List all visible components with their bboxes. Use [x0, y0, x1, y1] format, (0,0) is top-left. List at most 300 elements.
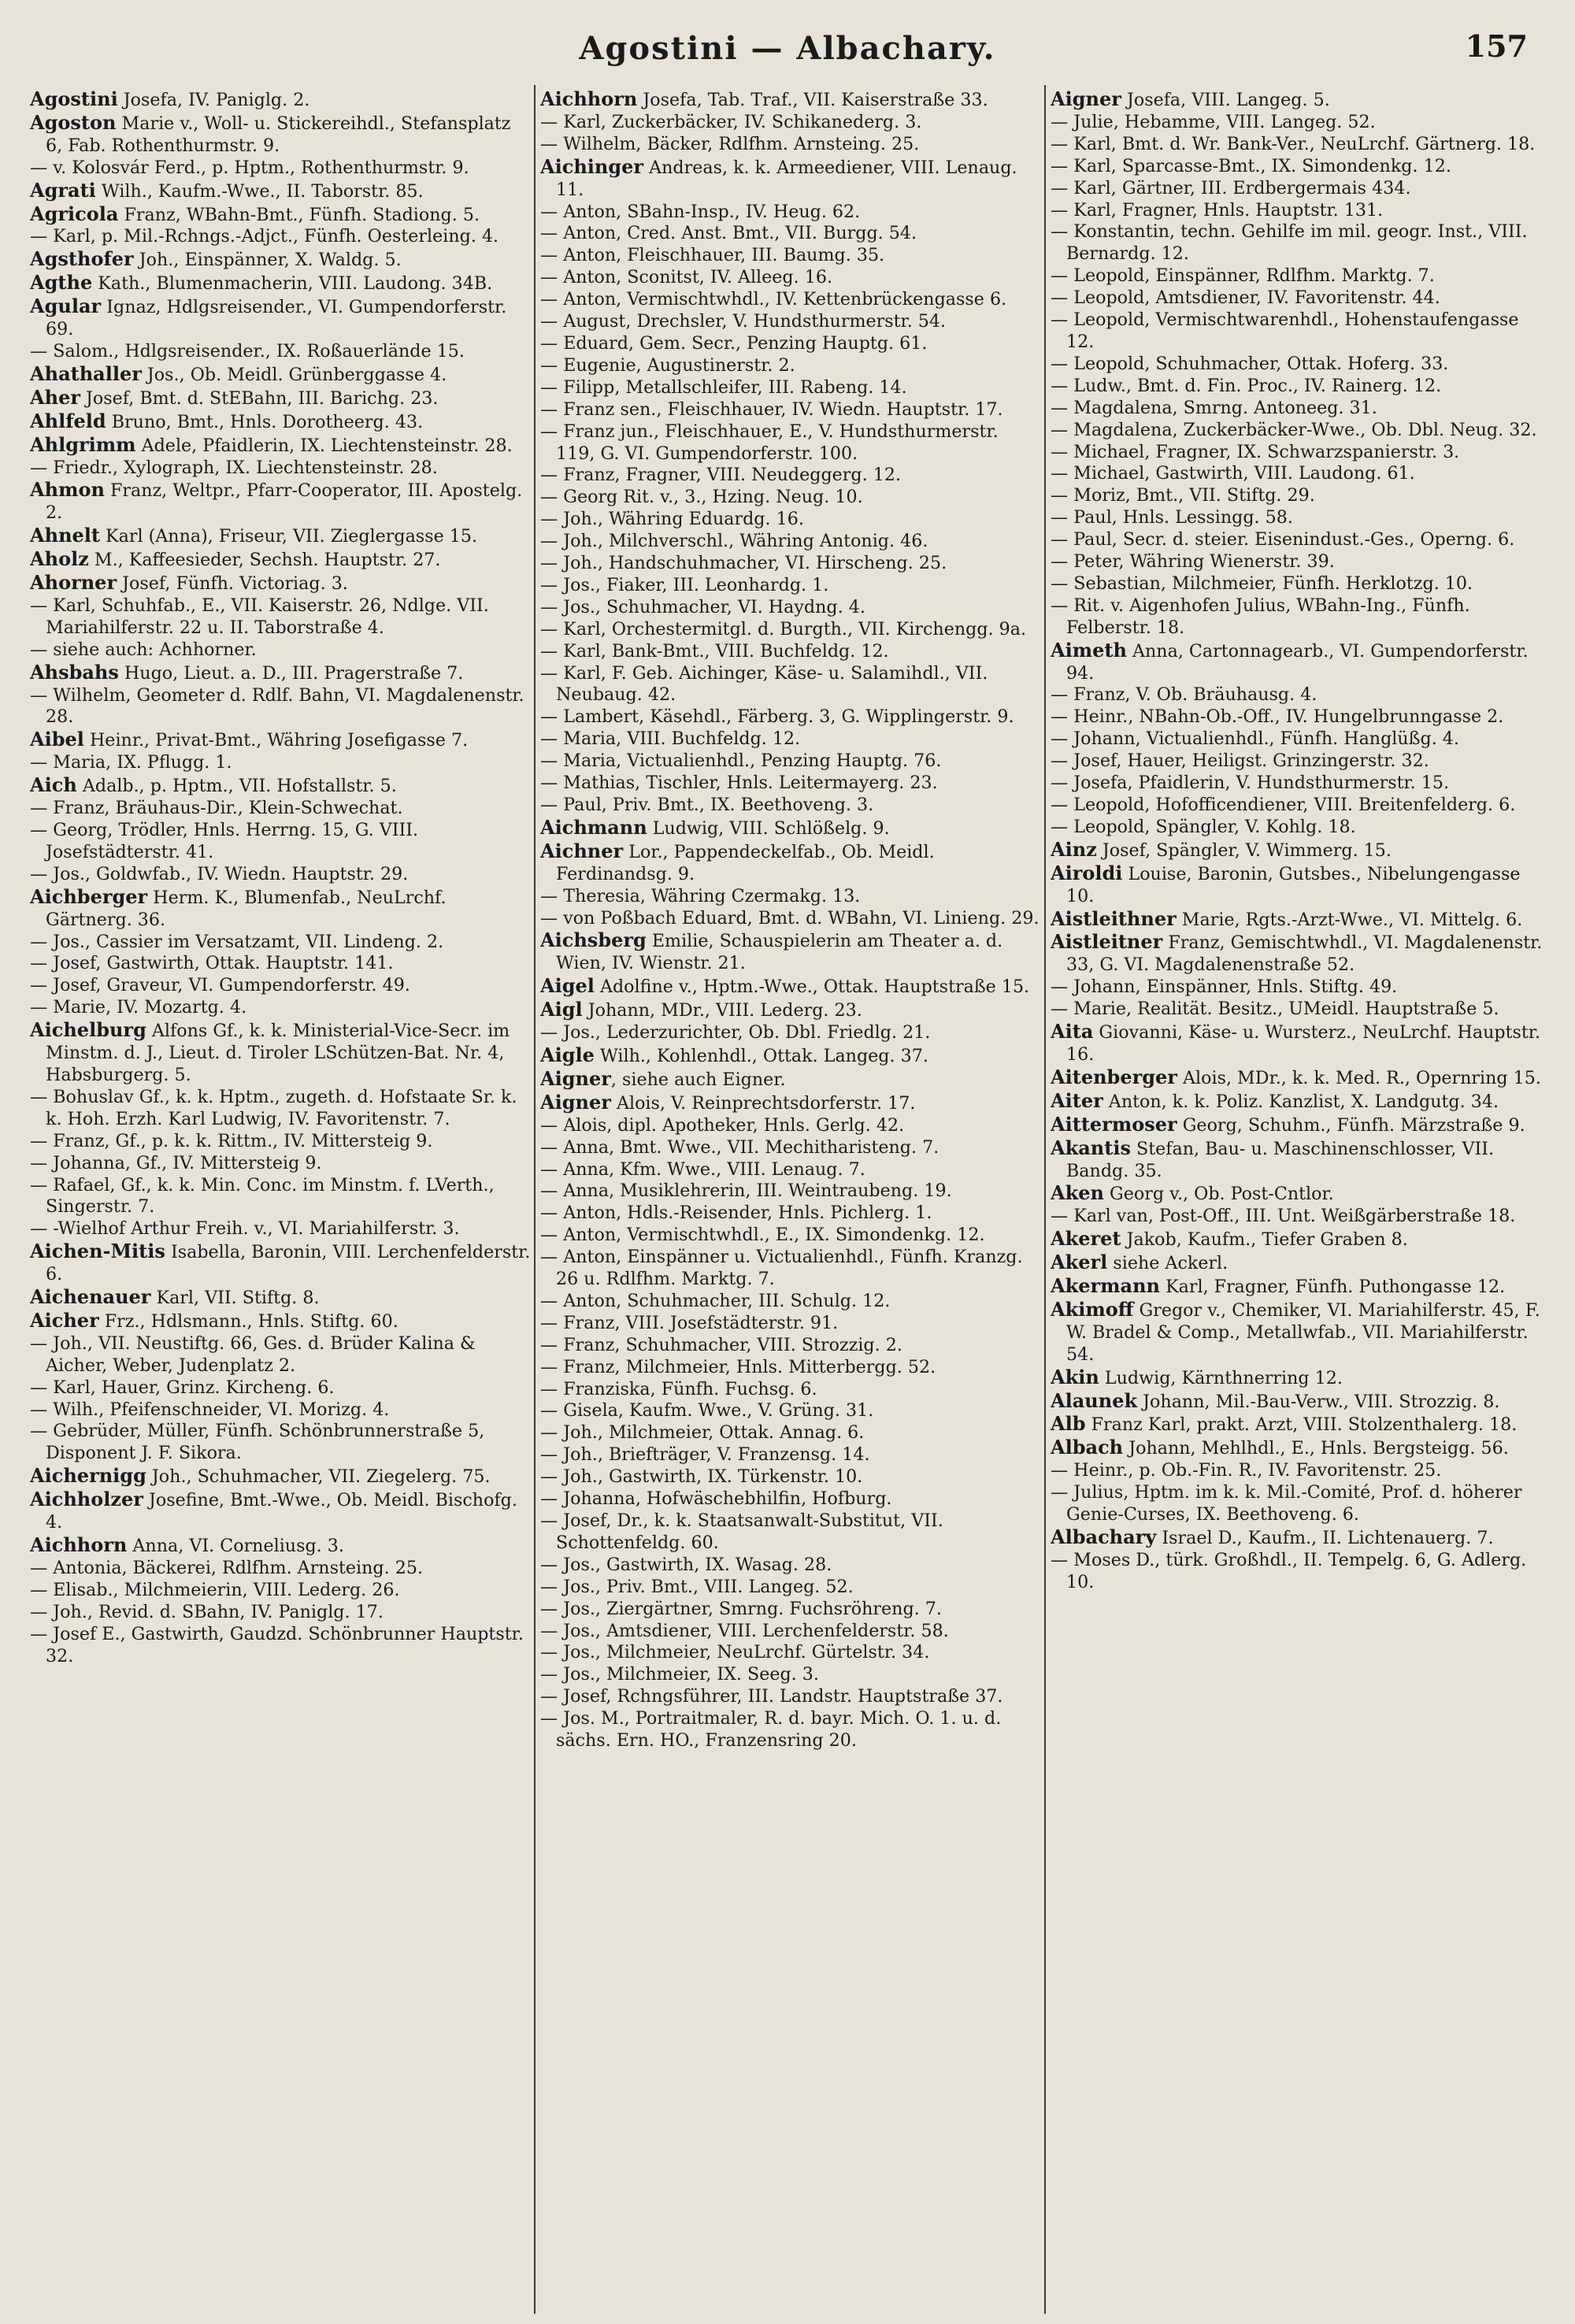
- entry-details: — Peter, Währing Wienerstr. 39.: [1051, 551, 1335, 573]
- entry-surname: Agsthofer: [30, 247, 134, 271]
- entry-details: Johann, MDr., VIII. Lederg. 23.: [582, 1000, 862, 1021]
- entry-surname: Airoldi: [1051, 861, 1123, 884]
- entry-details: — Wilh., Pfeifenschneider, VI. Morizg. 4.: [30, 1399, 390, 1420]
- entry-surname: Aichernigg: [30, 1464, 146, 1488]
- directory-entry: [30, 820, 531, 864]
- entry-details: — Michael, Fragner, IX. Schwarzspanierstr. 3.: [1051, 441, 1460, 462]
- entry-surname: Albach: [1051, 1436, 1124, 1459]
- directory-entry: [1051, 88, 1551, 112]
- entry-details: Josefa, IV. Paniglg. 2.: [117, 90, 310, 110]
- entry-details: — Franziska, Fünfh. Fuchsg. 6.: [540, 1378, 817, 1399]
- directory-entry: [540, 156, 1041, 202]
- directory-entry: [1051, 931, 1551, 977]
- entry-details: — Maria, VIII. Buchfeldg. 12.: [540, 728, 801, 750]
- entry-details: — Joh., Währing Eduardg. 16.: [540, 509, 804, 530]
- directory-entry: [30, 1558, 531, 1580]
- entry-details: Josefa, Tab. Traf., VII. Kaiserstraße 33.: [637, 90, 988, 110]
- entry-details: Josef, Spängler, V. Wimmerg. 15.: [1096, 840, 1392, 861]
- directory-entry: [30, 248, 531, 272]
- directory-entry: [540, 1422, 1041, 1444]
- directory-entry: [540, 88, 1041, 112]
- entry-surname: Aichsberg: [540, 928, 647, 952]
- entry-details: — Paul, Hnls. Lessingg. 58.: [1051, 507, 1293, 528]
- directory-entry: [1051, 1228, 1551, 1251]
- directory-entry: [1051, 1114, 1551, 1137]
- directory-entry: [1051, 1482, 1551, 1526]
- directory-entry: [30, 1624, 531, 1668]
- entry-details: — Bohuslav Gf., k. k. Hptm., zugeth. d. Hofstaate Sr. k. k. Hoh. Erzh. Karl Ludwig, IV. Favoritenstr. 7.: [30, 1086, 517, 1129]
- entry-surname: Ainz: [1051, 837, 1097, 861]
- directory-entry: [1051, 134, 1551, 156]
- entry-surname: Akimoff: [1051, 1297, 1134, 1321]
- entry-details: — Gisela, Kaufm. Wwe., V. Grüng. 31.: [540, 1400, 874, 1421]
- entry-surname: Aigner: [1051, 88, 1121, 110]
- entry-details: — Anton, Fleischhauer, III. Baumg. 35.: [540, 245, 885, 266]
- directory-entry: [540, 817, 1041, 840]
- directory-entry: [540, 202, 1041, 224]
- entry-details: — Elisab., Milchmeierin, VIII. Lederg. 26.: [30, 1579, 400, 1600]
- entry-details: — Franz, Gf., p. k. k. Rittm., IV. Mittersteig 9.: [30, 1130, 433, 1151]
- directory-entry: [30, 112, 531, 158]
- entry-details: — Filipp, Metallschleifer, III. Rabeng. 14.: [540, 376, 907, 398]
- entry-surname: Ahorner: [30, 571, 117, 595]
- entry-details: — Franz, VIII. Josefstädterstr. 91.: [540, 1312, 839, 1333]
- directory-entry: [540, 663, 1041, 707]
- entry-surname: Aher: [30, 385, 80, 409]
- directory-entry: [30, 685, 531, 729]
- directory-entry: [1051, 908, 1551, 932]
- directory-entry: [30, 1399, 531, 1421]
- entry-surname: Aiter: [1051, 1088, 1103, 1112]
- directory-entry: [540, 1510, 1041, 1555]
- directory-entry: [540, 1466, 1041, 1488]
- directory-entry: [540, 1137, 1041, 1159]
- entry-details: Franz, WBahn-Bmt., Fünfh. Stadiong. 5.: [118, 204, 480, 225]
- entry-surname: Ahathaller: [30, 361, 142, 385]
- entry-details: — Jos., Amtsdiener, VIII. Lerchenfelderstr. 58.: [540, 1620, 949, 1641]
- directory-entry: [1051, 773, 1551, 795]
- entry-details: Franz, Weltpr., Pfarr-Cooperator, III. Apostelg. 2.: [46, 480, 523, 524]
- directory-entry: [540, 134, 1041, 156]
- entry-details: — Anton, Sconitst, IV. Alleeg. 16.: [540, 267, 832, 288]
- directory-entry: [1051, 1299, 1551, 1366]
- entry-details: — Franz, Milchmeier, Hnls. Mitterbergg. 52.: [540, 1356, 936, 1377]
- entry-details: — Mathias, Tischler, Hnls. Leitermayerg. 23.: [540, 773, 938, 794]
- directory-entry: [1051, 839, 1551, 862]
- entry-details: — Karl, Sparcasse-Bmt., IX. Simondenkg. 12.: [1051, 155, 1451, 176]
- entry-details: — siehe auch: Achhorner.: [30, 639, 257, 660]
- entry-details: — Lambert, Käsehdl., Färberg. 3, G. Wipplingerstr. 9.: [540, 706, 1014, 728]
- entry-details: — Paul, Priv. Bmt., IX. Beethoveng. 3.: [540, 795, 874, 815]
- directory-entry: [540, 1022, 1041, 1044]
- directory-entry: [30, 1377, 531, 1399]
- entry-details: — Anna, Musiklehrerin, III. Weintraubeng. 19.: [540, 1181, 952, 1202]
- entry-details: — Anton, Hdls.-Reisender, Hnls. Pichlerg. 1.: [540, 1203, 932, 1224]
- entry-surname: Aittermoser: [1051, 1112, 1177, 1136]
- entry-details: — Jos., Milchmeier, NeuLrchf. Gürtelstr. 34.: [540, 1642, 930, 1663]
- directory-entry: [30, 1534, 531, 1558]
- entry-details: — Sebastian, Milchmeier, Fünfh. Herklotzg. 10.: [1051, 573, 1473, 594]
- entry-details: — Anton, Vermischtwhdl., IV. Kettenbrückengasse 6.: [540, 289, 1007, 310]
- directory-entry: [1051, 977, 1551, 999]
- directory-entry: [540, 929, 1041, 975]
- directory-entry: [1051, 751, 1551, 773]
- entry-details: Adalb., p. Hptm., VII. Hofstallstr. 5.: [76, 776, 397, 797]
- entry-details: Ludwig, Kärnthnerring 12.: [1099, 1367, 1343, 1388]
- directory-entry: [540, 509, 1041, 531]
- column-divider: [534, 85, 536, 2314]
- entry-details: Franz, Gemischtwhdl., VI. Magdalenenstr. 33, G. VI. Magdalenenstraße 52.: [1066, 932, 1543, 976]
- entry-surname: Albachary: [1051, 1525, 1157, 1548]
- directory-entry: [540, 751, 1041, 773]
- directory-entry: [540, 886, 1041, 908]
- directory-entry: [540, 1444, 1041, 1466]
- directory-entry: [30, 1488, 531, 1534]
- entry-details: Alois, MDr., k. k. Med. R., Opernring 15.: [1177, 1067, 1541, 1088]
- entry-details: — -Wielhof Arthur Freih. v., VI. Mariahilferstr. 3.: [30, 1218, 460, 1240]
- entry-details: — Joh., Revid. d. SBahn, IV. Paniglg. 17.: [30, 1601, 384, 1622]
- entry-details: — Joh., Handschuhmacher, VI. Hirscheng. 25.: [540, 553, 947, 574]
- directory-entry: [30, 1310, 531, 1333]
- directory-entry: [30, 1421, 531, 1465]
- directory-entry: [540, 465, 1041, 487]
- entry-surname: Agular: [30, 295, 102, 318]
- entry-details: — Joh., Milchverschl., Währing Antonig. 46.: [540, 531, 928, 552]
- entry-details: Georg v., Ob. Post-Cntlor.: [1103, 1184, 1334, 1205]
- page-header: [32, 24, 1544, 79]
- entry-details: — Moriz, Bmt., VII. Stiftg. 29.: [1051, 485, 1315, 506]
- entry-details: — Gebrüder, Müller, Fünfh. Schönbrunnerstraße 5, Disponent J. F. Sikora.: [30, 1421, 485, 1464]
- directory-entry: [540, 1708, 1041, 1752]
- entry-details: — Heinr., p. Ob.-Fin. R., IV. Favoritenstr. 25.: [1051, 1460, 1442, 1481]
- directory-entry: [30, 1602, 531, 1624]
- directory-entry: [30, 886, 531, 932]
- entry-details: — Marie, IV. Mozartg. 4.: [30, 997, 247, 1018]
- directory-entry: [1051, 639, 1551, 685]
- directory-entry: [30, 548, 531, 572]
- entry-details: Karl, Fragner, Fünfh. Puthongasse 12.: [1160, 1277, 1506, 1298]
- entry-details: Emilie, Schauspielerin am Theater a. d. Wien, IV. Wienstr. 21.: [556, 931, 1003, 974]
- entry-surname: Agostini: [30, 88, 118, 110]
- entry-details: — Karl, Fragner, Hnls. Hauptstr. 131.: [1051, 199, 1384, 221]
- entry-details: — Magdalena, Smrng. Antoneeg. 31.: [1051, 397, 1377, 418]
- directory-entry: [30, 1019, 531, 1087]
- directory-entry: [30, 479, 531, 524]
- directory-entry: [30, 864, 531, 886]
- directory-entry: [30, 997, 531, 1019]
- entry-details: — Leopold, Spängler, V. Kohlg. 18.: [1051, 816, 1356, 837]
- entry-surname: Ahnelt: [30, 524, 100, 547]
- directory-entry: [540, 1599, 1041, 1621]
- directory-entry: [540, 311, 1041, 333]
- entry-details: — Joh., Gastwirth, IX. Türkenstr. 10.: [540, 1466, 863, 1488]
- entry-details: Isabella, Baronin, VIII. Lerchenfelderstr. 6.: [46, 1242, 531, 1285]
- entry-details: — Josef E., Gastwirth, Gaudzd. Schönbrunner Hauptstr. 32.: [30, 1623, 524, 1666]
- directory-entry: [1051, 728, 1551, 751]
- entry-surname: Agthe: [30, 271, 93, 295]
- directory-entry: [1051, 221, 1551, 265]
- entry-surname: Akantis: [1051, 1136, 1131, 1159]
- directory-entry: [540, 773, 1041, 795]
- directory-entry: [1051, 817, 1551, 839]
- page-number: 157: [1465, 28, 1528, 64]
- directory-entry: [540, 975, 1041, 999]
- directory-entry: [30, 1175, 531, 1219]
- directory-entry: [540, 333, 1041, 355]
- entry-surname: Ahsbahs: [30, 660, 119, 684]
- directory-entry: [1051, 112, 1551, 134]
- directory-entry: [540, 531, 1041, 553]
- running-head: Agostini — Albachary.: [579, 30, 996, 67]
- column-right: [1051, 88, 1551, 2309]
- directory-entry: [30, 975, 531, 997]
- directory-entry: [540, 619, 1041, 641]
- entry-details: — Karl, F. Geb. Aichinger, Käse- u. Salamihdl., VII. Neubaug. 42.: [540, 662, 988, 706]
- entry-details: Josef, Fünfh. Victoriag. 3.: [117, 573, 348, 595]
- entry-details: — Jos., Fiaker, III. Leonhardg. 1.: [540, 574, 829, 595]
- directory-entry: [1051, 178, 1551, 200]
- entry-details: Josefa, VIII. Langeg. 5.: [1121, 90, 1330, 110]
- entry-details: — Leopold, Vermischtwarenhdl., Hohenstaufengasse 12.: [1051, 309, 1519, 352]
- directory-entry: [1051, 999, 1551, 1021]
- entry-details: — Karl, Gärtner, III. Erdbergermais 434.: [1051, 177, 1411, 198]
- entry-details: — v. Kolosvár Ferd., p. Hptm., Rothenthurmstr. 9.: [30, 157, 469, 178]
- directory-entry: [1051, 573, 1551, 595]
- entry-surname: Aigner: [540, 1090, 611, 1114]
- directory-entry: [540, 795, 1041, 817]
- directory-entry: [1051, 1206, 1551, 1228]
- entry-details: — Heinr., NBahn-Ob.-Off., IV. Hungelbrunngasse 2.: [1051, 706, 1504, 728]
- directory-entry: [30, 434, 531, 458]
- entry-details: — Salom., Hdlgsreisender., IX. Roßauerlände 15.: [30, 340, 465, 361]
- directory-entry: [540, 245, 1041, 267]
- entry-details: Adele, Pfaidlerin, IX. Liechtensteinstr. 28.: [135, 435, 513, 456]
- entry-details: Wilh., Kaufm.-Wwe., II. Taborstr. 85.: [95, 180, 424, 202]
- entry-details: — Josef, Gastwirth, Ottak. Hauptstr. 141.: [30, 953, 394, 974]
- directory-entry: [30, 953, 531, 975]
- entry-surname: Aimeth: [1051, 638, 1127, 662]
- entry-details: — Karl, Hauer, Grinz. Kircheng. 6.: [30, 1377, 335, 1398]
- directory-entry: [540, 706, 1041, 728]
- directory-entry: [540, 1488, 1041, 1510]
- directory-entry: [540, 641, 1041, 663]
- directory-entry: [30, 1240, 531, 1286]
- entry-details: Heinr., Privat-Bmt., Währing Josefigasse 7.: [83, 730, 469, 751]
- entry-details: — Julius, Hptm. im k. k. Mil.-Comité, Prof. d. höherer Genie-Curses, IX. Beethoveng. 6.: [1051, 1482, 1522, 1525]
- directory-entry: [1051, 1460, 1551, 1482]
- directory-entry: [540, 1115, 1041, 1137]
- directory-entry: [30, 595, 531, 639]
- entry-details: — Josef, Dr., k. k. Staatsanwalt-Substitut, VII. Schottenfeldg. 60.: [540, 1510, 943, 1553]
- directory-entry: [30, 524, 531, 548]
- entry-details: — Karl, Bmt. d. Wr. Bank-Ver., NeuLrchf. Gärtnerg. 18.: [1051, 133, 1536, 154]
- directory-entry: [1051, 551, 1551, 573]
- entry-details: — Josef, Hauer, Heiligst. Grinzingerstr. 32.: [1051, 751, 1429, 772]
- entry-surname: Aich: [30, 773, 77, 797]
- directory-entry: [30, 341, 531, 363]
- directory-entry: [30, 798, 531, 820]
- entry-details: — von Poßbach Eduard, Bmt. d. WBahn, VI. Linieng. 29.: [540, 907, 1040, 928]
- entry-details: — Jos., Goldwfab., IV. Wiedn. Hauptstr. 29.: [30, 863, 409, 884]
- entry-details: — Paul, Secr. d. steier. Eisenindust.-Ges., Operng. 6.: [1051, 529, 1515, 550]
- entry-details: — Joh., Milchmeier, Ottak. Annag. 6.: [540, 1422, 865, 1444]
- entry-details: Louise, Baronin, Gutsbes., Nibelungengasse 10.: [1066, 863, 1521, 906]
- entry-details: — Rafael, Gf., k. k. Min. Conc. im Minstm. f. LVerth., Singerstr. 7.: [30, 1174, 495, 1218]
- entry-details: Joh., Schuhmacher, VII. Ziegelerg. 75.: [146, 1466, 491, 1488]
- directory-entry: [540, 597, 1041, 619]
- entry-details: Andreas, k. k. Armeediener, VIII. Lenaug. 11.: [556, 157, 1017, 200]
- directory-entry: [540, 1664, 1041, 1686]
- directory-entry: [1051, 265, 1551, 287]
- directory-entry: [1051, 1390, 1551, 1414]
- entry-details: — Georg, Trödler, Hnls. Herrng. 15, G. VIII. Josefstädterstr. 41.: [30, 820, 419, 862]
- directory-entry: [30, 180, 531, 203]
- entry-details: — Karl, Zuckerbäcker, IV. Schikanederg. 3.: [540, 111, 922, 132]
- directory-entry: [1051, 507, 1551, 529]
- directory-entry: [540, 728, 1041, 751]
- entry-details: — Karl, p. Mil.-Rchngs.-Adjct., Fünfh. Oesterleing. 4.: [30, 226, 499, 247]
- entry-details: — Antonia, Bäckerei, Rdlfhm. Arnsteing. 25.: [30, 1557, 424, 1578]
- entry-details: — Joh., Briefträger, V. Franzensg. 14.: [540, 1444, 870, 1466]
- entry-details: siehe Ackerl.: [1107, 1253, 1228, 1274]
- entry-details: — Karl van, Post-Off., III. Unt. Weißgärberstraße 18.: [1051, 1206, 1516, 1227]
- directory-entry: [30, 295, 531, 341]
- entry-details: Alfons Gf., k. k. Ministerial-Vice-Secr. im Minstm. d. J., Lieut. d. Tiroler LSchützen-Bat. Nr. 4, Habsburgerg. 5.: [46, 1021, 510, 1085]
- entry-details: — August, Drechsler, V. Hundsthurmerstr. 54.: [540, 311, 947, 332]
- entry-details: Kath., Blumenmacherin, VIII. Laudong. 34B.: [92, 273, 493, 295]
- entry-details: Johann, Mehlhdl., E., Hnls. Bergsteigg. 56.: [1123, 1438, 1509, 1459]
- entry-details: Josefine, Bmt.-Wwe., Ob. Meidl. Bischofg. 4.: [46, 1490, 517, 1533]
- entry-details: — Leopold, Amtsdiener, IV. Favoritenstr. 44.: [1051, 287, 1440, 309]
- column-left: [30, 88, 531, 2309]
- entry-details: Alois, V. Reinprechtsdorferstr. 17.: [610, 1092, 916, 1114]
- entry-details: Jakob, Kaufm., Tiefer Graben 8.: [1121, 1229, 1408, 1251]
- entry-details: — Josefa, Pfaidlerin, V. Hundsthurmerstr. 15.: [1051, 773, 1450, 794]
- directory-entry: [1051, 309, 1551, 354]
- directory-entry: [1051, 354, 1551, 376]
- directory-entry: [1051, 1021, 1551, 1066]
- directory-entry: [540, 1181, 1041, 1203]
- entry-details: — Leopold, Einspänner, Rdlfhm. Marktg. 7.: [1051, 265, 1435, 287]
- directory-entry: [30, 88, 531, 112]
- directory-entry: [1051, 156, 1551, 178]
- entry-details: — Josef, Graveur, VI. Gumpendorferstr. 49.: [30, 975, 410, 996]
- directory-entry: [540, 1159, 1041, 1181]
- directory-entry: [540, 377, 1041, 399]
- directory-entry: [540, 421, 1041, 465]
- entry-surname: Aibel: [30, 728, 84, 751]
- entry-details: Israel D., Kaufm., II. Lichtenauerg. 7.: [1156, 1528, 1494, 1548]
- entry-details: — Anton, Einspänner u. Victualienhdl., Fünfh. Kranzg. 26 u. Rdlfhm. Marktg. 7.: [540, 1247, 1023, 1290]
- entry-details: — Eugenie, Augustinerstr. 2.: [540, 354, 795, 376]
- entry-details: — Ludw., Bmt. d. Fin. Proc., IV. Rainerg. 12.: [1051, 375, 1442, 396]
- directory-entry: [30, 1131, 531, 1153]
- entry-surname: Alb: [1051, 1412, 1086, 1436]
- entry-details: Adolfine v., Hptm.-Wwe., Ottak. Hauptstraße 15.: [594, 977, 1030, 998]
- directory-entry: [540, 1379, 1041, 1401]
- entry-details: — Julie, Hebamme, VIII. Langeg. 52.: [1051, 111, 1376, 132]
- entry-details: — Rit. v. Aigenhofen Julius, WBahn-Ing., Fünfh. Felberstr. 18.: [1051, 595, 1470, 638]
- entry-details: Stefan, Bau- u. Maschinenschlosser, VII. Bandg. 35.: [1066, 1138, 1495, 1181]
- entry-details: Marie, Rgts.-Arzt-Wwe., VI. Mittelg. 6.: [1176, 909, 1523, 930]
- entry-surname: Aichhorn: [30, 1533, 128, 1556]
- directory-entry: [540, 1247, 1041, 1291]
- entry-details: Anna, VI. Corneliusg. 3.: [127, 1536, 344, 1556]
- entry-details: , siehe auch Eigner.: [610, 1069, 786, 1090]
- entry-details: — Theresia, Währing Czermakg. 13.: [540, 885, 861, 906]
- directory-entry: [30, 1286, 531, 1310]
- entry-details: — Anton, Vermischtwhdl., E., IX. Simondenkg. 12.: [540, 1225, 985, 1246]
- entry-details: — Jos., Schuhmacher, VI. Haydng. 4.: [540, 596, 865, 617]
- entry-surname: Aigl: [540, 998, 583, 1021]
- entry-details: — Karl, Bank-Bmt., VIII. Buchfeldg. 12.: [540, 640, 889, 662]
- entry-details: Anton, k. k. Poliz. Kanzlist, X. Landgutg. 34.: [1102, 1091, 1499, 1112]
- entry-surname: Aistleithner: [1051, 906, 1177, 930]
- directory-entry: [540, 289, 1041, 311]
- directory-entry: [30, 639, 531, 662]
- directory-entry: [540, 1313, 1041, 1335]
- entry-surname: Ahlgrimm: [30, 432, 136, 456]
- entry-details: — Johann, Victualienhdl., Fünfh. Hanglüßg. 4.: [1051, 728, 1459, 750]
- entry-surname: Aigner: [540, 1066, 611, 1090]
- entry-details: Karl, VII. Stiftg. 8.: [150, 1288, 320, 1309]
- directory-entry: [30, 1153, 531, 1175]
- entry-details: Wilh., Kohlenhdl., Ottak. Langeg. 37.: [594, 1045, 928, 1066]
- directory-entry: [1051, 463, 1551, 485]
- directory-entry: [540, 1642, 1041, 1664]
- directory-entry: [1051, 1182, 1551, 1206]
- directory-entry: [540, 1621, 1041, 1643]
- entry-details: — Franz, V. Ob. Bräuhausg. 4.: [1051, 684, 1317, 706]
- entry-details: — Josef, Rchngsführer, III. Landstr. Hauptstraße 37.: [540, 1686, 1003, 1707]
- entry-details: — Alois, dipl. Apotheker, Hnls. Gerlg. 42.: [540, 1114, 905, 1136]
- directory-entry: [540, 908, 1041, 930]
- entry-details: Johann, Mil.-Bau-Verw., VIII. Strozzig. 8.: [1137, 1391, 1500, 1412]
- directory-entry: [30, 363, 531, 387]
- entry-surname: Aigle: [540, 1043, 595, 1066]
- directory-entry: [1051, 287, 1551, 309]
- directory-entry: [540, 1044, 1041, 1068]
- directory-entry: [1051, 1066, 1551, 1090]
- entry-surname: Agrati: [30, 178, 96, 202]
- entry-surname: Aichen-Mitis: [30, 1240, 165, 1263]
- directory-entry: [1051, 376, 1551, 398]
- directory-entry: [540, 1555, 1041, 1577]
- directory-entry: [30, 1580, 531, 1602]
- entry-details: Marie v., Woll- u. Stickereihdl., Stefansplatz 6, Fab. Rothenthurmstr. 9.: [46, 113, 511, 156]
- entry-details: — Georg Rit. v., 3., Hzing. Neug. 10.: [540, 487, 863, 508]
- entry-surname: Agoston: [30, 110, 117, 134]
- directory-entry: [1051, 1275, 1551, 1299]
- entry-details: — Leopold, Hofofficendiener, VIII. Breitenfelderg. 6.: [1051, 795, 1516, 815]
- entry-details: Josef, Bmt. d. StEBahn, III. Barichg. 23.: [80, 387, 439, 409]
- entry-details: — Jos. M., Portraitmaler, R. d. bayr. Mich. O. 1. u. d. sächs. Ern. HO., Franzensring 20.: [540, 1708, 1002, 1751]
- entry-details: — Anton, SBahn-Insp., IV. Heug. 62.: [540, 201, 861, 222]
- entry-surname: Aichholzer: [30, 1488, 143, 1511]
- entry-details: — Maria, Victualienhdl., Penzing Hauptg. 76.: [540, 751, 942, 772]
- entry-details: — Franz sen., Fleischhauer, IV. Wiedn. Hauptstr. 17.: [540, 398, 1003, 420]
- entry-surname: Aicher: [30, 1308, 99, 1332]
- entry-details: Franz Karl, prakt. Arzt, VIII. Stolzenthalerg. 18.: [1085, 1414, 1518, 1436]
- directory-entry: [30, 1333, 531, 1377]
- directory-entry: [1051, 684, 1551, 706]
- directory-entry: [30, 1465, 531, 1488]
- entry-details: — Magdalena, Zuckerbäcker-Wwe., Ob. Dbl. Neug. 32.: [1051, 419, 1537, 440]
- directory-entry: [540, 840, 1041, 886]
- entry-details: — Friedr., Xylograph, IX. Liechtensteinstr. 28.: [30, 457, 438, 478]
- directory-entry: [540, 1686, 1041, 1708]
- entry-details: — Karl, Schuhfab., E., VII. Kaiserstr. 26, Ndlge. VII. Mariahilferstr. 22 u. II. Taborstraße 4.: [30, 595, 489, 638]
